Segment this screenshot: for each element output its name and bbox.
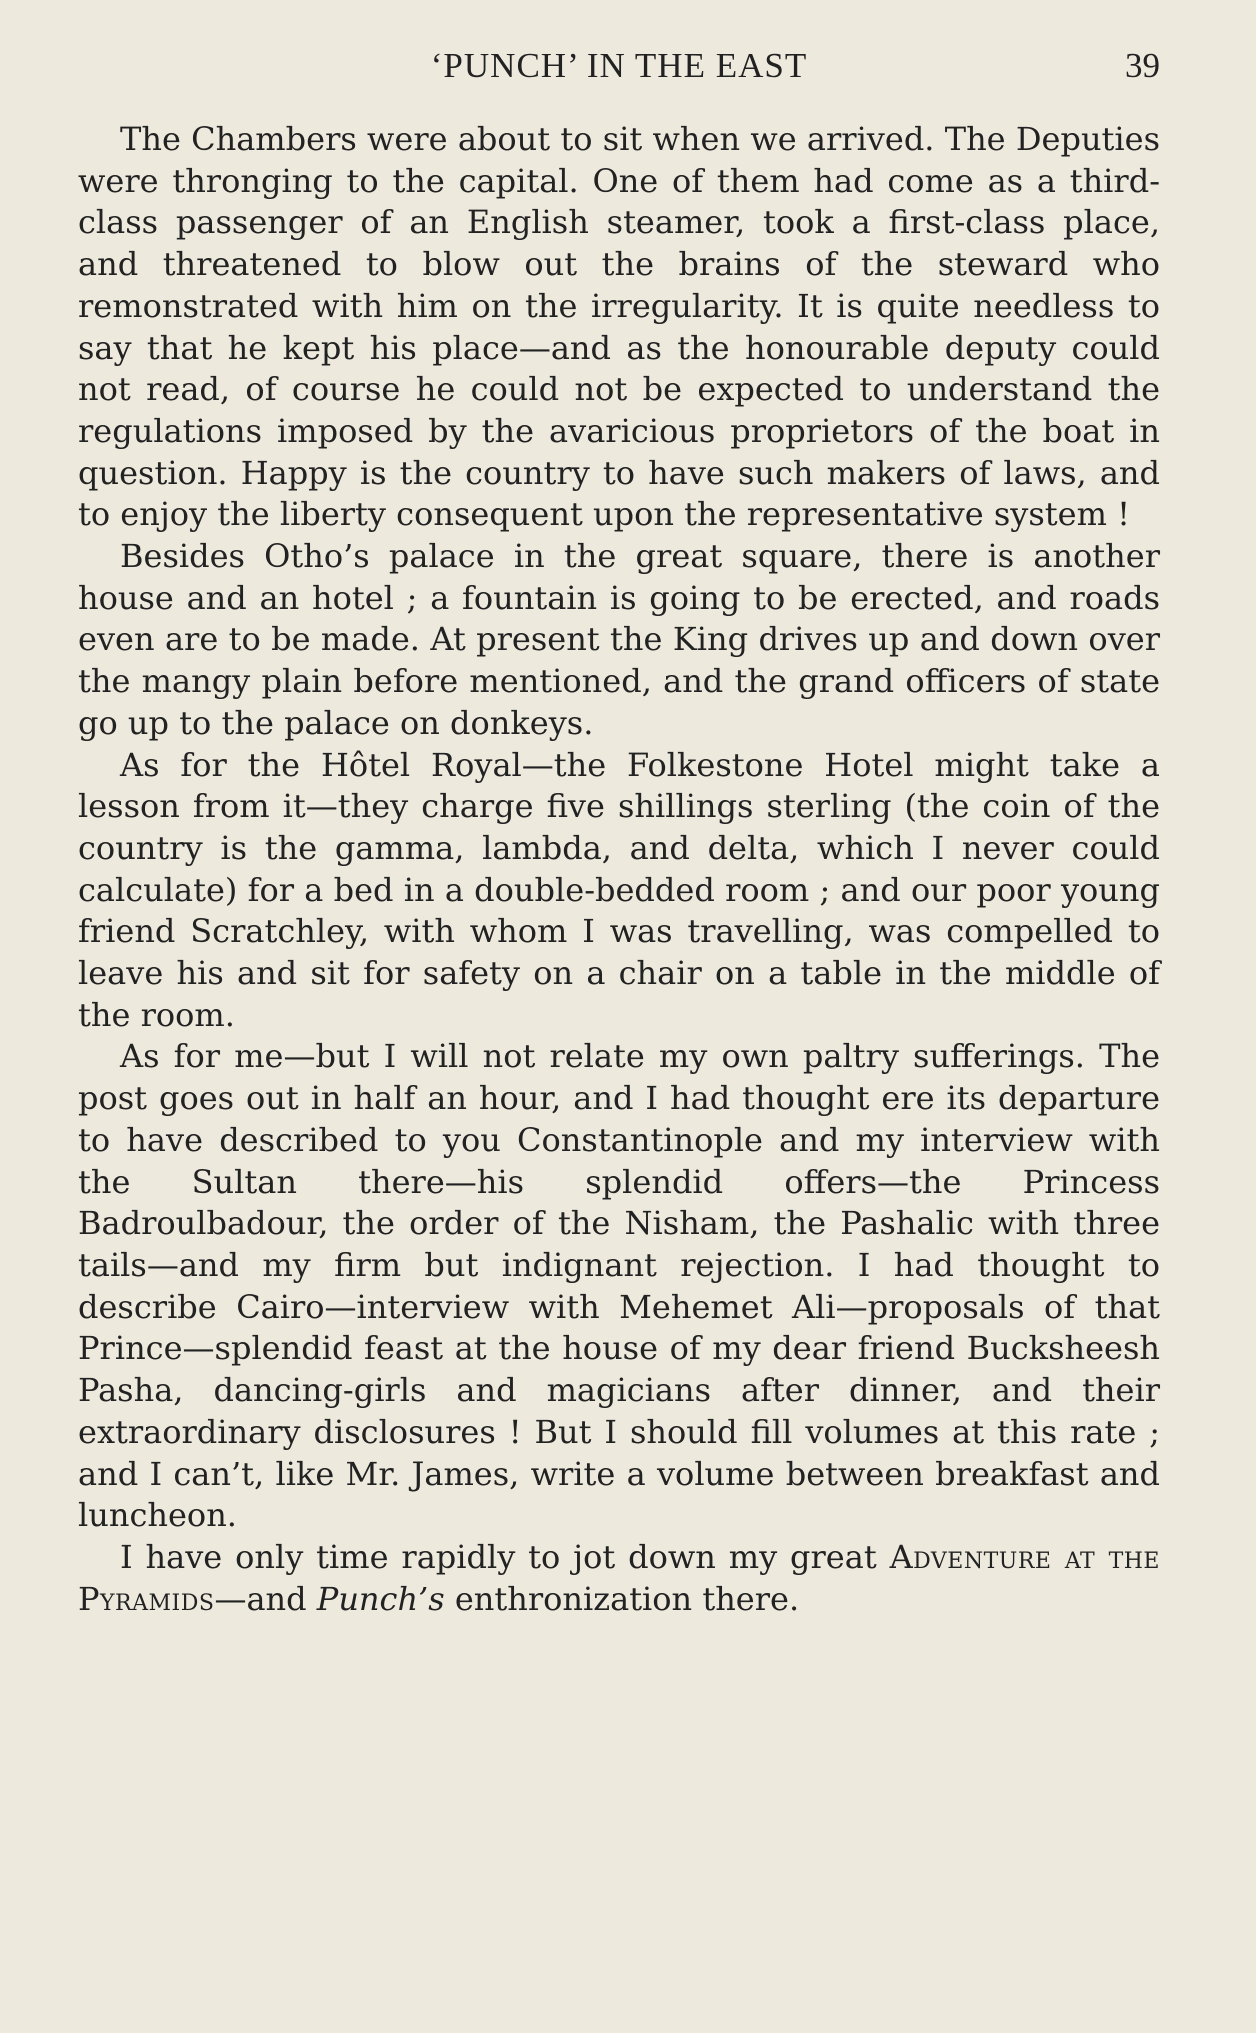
running-title: ‘PUNCH’ IN THE EAST [430,46,808,85]
running-head [78,46,1160,86]
page-number: 39 [1125,46,1160,85]
paragraph-4: As for me—but I will not relate my own paltry sufferings. The post goes out in half an hour, and I had thought ere its departure to have described to you Constantinople and my interview with the Sultan there—his splendid offers—the Princess Badroulbadour, the order of the Nisham, the Pashalic with three tails—and my firm but indignant rejection. I had thought to describe Cairo—interview with Mehemet Ali—proposals of that Prince—splendid feast at the house of my dear friend Bucksheesh Pasha, dancing-girls and magicians after dinner, and their extraordinary disclosures ! But I should fill volumes at this rate ; and I can’t, like Mr. James, write a volume between breakfast and luncheon. [78,1037,1160,1535]
paragraph-5-smallcaps: Adventure at the Pyramids [78,1537,1160,1618]
paragraph-1: The Chambers were about to sit when we arrived. The Deputies were thronging to the capital. One of them had come as a third-class passenger of an English steamer, took a first-class place, and threatened to blow out the brains of the steward who remonstrated with him on the irregularity. It is quite needless to say that he kept his place—and as the honourable deputy could not read, of course he could not be expected to understand the regulations imposed by the avaricious proprietors of the boat in question. Happy is the country to have such makers of laws, and to enjoy the liberty consequent upon the representative system ! [78,120,1160,534]
body-text [78,119,1160,1620]
paragraph-5-text-after: enthronization there. [444,1579,800,1618]
paragraph-5 [78,1537,1160,1620]
paragraph-5-text-middle: —and [214,1579,317,1618]
paragraph-5-italic: Punch’s [316,1579,445,1618]
paragraph-5-text-before: I have only time rapidly to jot down my great [120,1537,890,1576]
paragraph-2: Besides Otho’s palace in the great square, there is another house and an hotel ; a fountain is going to be erected, and roads even are to be made. At present the King drives up and down over the mangy plain before mentioned, and the grand officers of state go up to the palace on donkeys. [78,537,1160,742]
paragraph-3: As for the Hôtel Royal—the Folkestone Hotel might take a lesson from it—they charge five shillings sterling (the coin of the country is the gamma, lambda, and delta, which I never could calculate) for a bed in a double-bedded room ; and our poor young friend Scratchley, with whom I was travelling, was compelled to leave his and sit for safety on a chair on a table in the middle of the room. [78,745,1160,1034]
